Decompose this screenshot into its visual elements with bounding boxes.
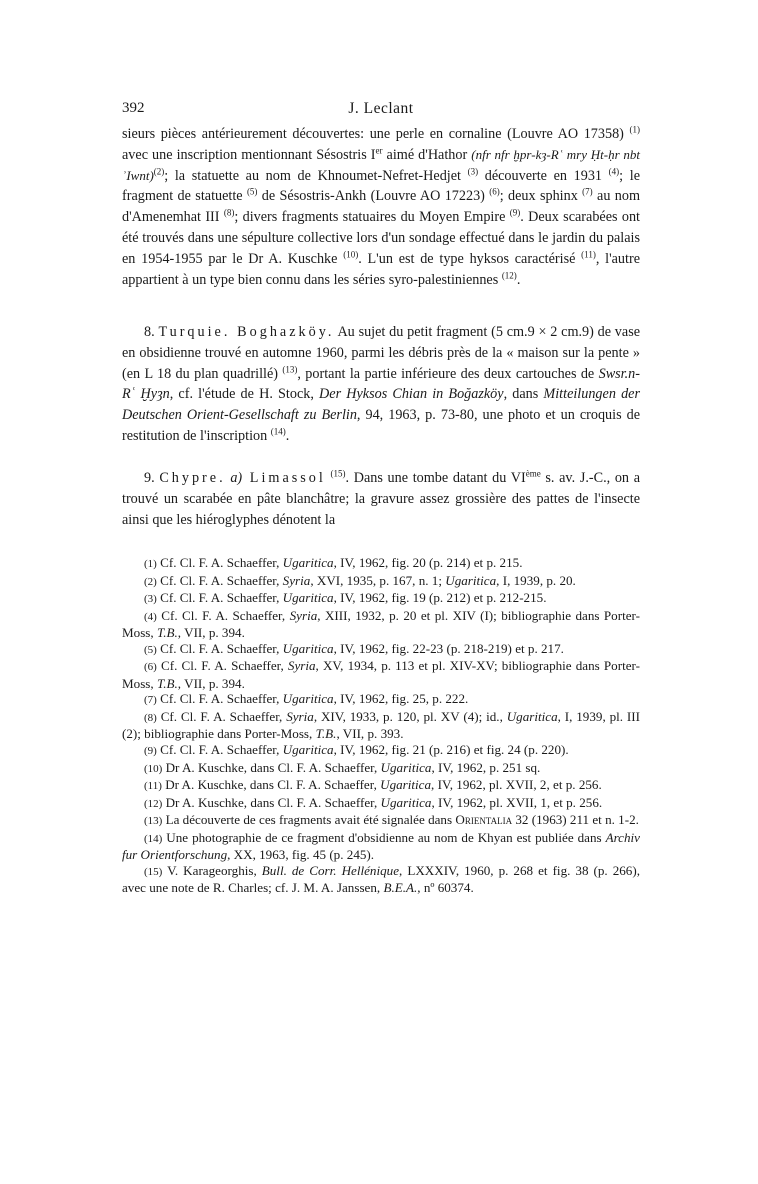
superscript: er bbox=[375, 145, 383, 156]
footnote-number: (15) bbox=[144, 865, 163, 878]
citation-title: Ugaritica bbox=[380, 759, 432, 775]
page-header bbox=[122, 100, 640, 124]
footnote-text: , VII, p. 394. bbox=[177, 675, 245, 691]
citation-title: Ugaritica bbox=[380, 777, 432, 793]
footnote bbox=[122, 830, 640, 863]
footnote-ref: (12) bbox=[501, 269, 517, 280]
text-run: , portant la partie inférieure des deux cartouches de bbox=[297, 365, 599, 382]
footnote bbox=[122, 863, 640, 896]
footnote-ref: (1) bbox=[629, 124, 640, 135]
footnote-text: , IV, 1962, fig. 25, p. 222. bbox=[333, 691, 469, 707]
footnote-number: (4) bbox=[144, 610, 157, 623]
text-run: , cf. l'étude de H. Stock, bbox=[169, 386, 320, 403]
text-run: . bbox=[516, 271, 521, 288]
running-head: J. Leclant bbox=[348, 100, 414, 117]
citation-title: Syria bbox=[282, 572, 311, 588]
footnote-number: (1) bbox=[144, 558, 157, 570]
footnote bbox=[122, 555, 640, 573]
citation-title: Ugaritica bbox=[282, 691, 334, 707]
section-heading: Chypre. bbox=[159, 470, 226, 486]
footnote-text: Cf. Cl. F. A. Schaeffer, bbox=[156, 742, 283, 758]
superscript: ème bbox=[525, 468, 541, 479]
footnote-number: (2) bbox=[144, 575, 157, 588]
footnote-text: , IV, 1962, fig. 22-23 (p. 218-219) et p. 217. bbox=[333, 640, 564, 656]
text-run: , l'autre appartient à un type bien connu dans les séries syro-palestiniennes bbox=[122, 250, 640, 288]
citation-title: Archiv fur Orientforschung bbox=[122, 829, 640, 863]
text-run: sieurs pièces antérieurement découvertes: une perle en cornaline (Louvre AO 17358) bbox=[122, 126, 630, 142]
text-run: ; le fragment de statuette bbox=[122, 167, 640, 205]
citation-title: Ugaritica bbox=[380, 794, 432, 810]
footnote-number: (12) bbox=[144, 797, 163, 810]
footnote-number: (3) bbox=[144, 593, 157, 606]
citation-title: Ugaritica bbox=[282, 590, 334, 606]
footnote-text: Cf. Cl. F. A. Schaeffer, bbox=[156, 640, 283, 656]
text-run: . Dans une tombe datant du VI bbox=[345, 470, 526, 486]
text-run: découverte en 1931 bbox=[478, 167, 609, 184]
citation-title: Der Hyksos Chian in Boğazköy bbox=[319, 386, 504, 403]
footnote-text: , IV, 1962, fig. 21 (p. 216) et fig. 24 (p. 220). bbox=[333, 742, 569, 758]
footnote-text: Cf. Cl. F. A. Schaeffer, bbox=[156, 658, 288, 674]
footnote-number: (9) bbox=[144, 745, 157, 758]
text-run: aimé d'Hathor bbox=[382, 146, 472, 163]
footnote-text: Cf. Cl. F. A. Schaeffer, bbox=[156, 555, 283, 570]
footnotes bbox=[122, 555, 640, 896]
footnote-text: Cf. Cl. F. A. Schaeffer, bbox=[156, 708, 287, 724]
citation-title: Mitteilungen der Deutschen Orient-Gesellschaft zu Berlin bbox=[122, 386, 640, 424]
footnote-text: Une photographie de ce fragment d'obsidienne au nom de Khyan est publiée dans bbox=[162, 829, 606, 845]
text-run: . Deux scarabées ont été trouvés dans une sépulture collective lors d'un sondage effectué dans le jardin du palais en 1954-1955 par le Dr A. Kuschke bbox=[122, 209, 640, 267]
text-run: ; deux sphinx bbox=[499, 188, 583, 205]
citation-title: Syria bbox=[289, 607, 318, 623]
citation-title: Syria bbox=[286, 708, 314, 724]
footnote-text: Cf. Cl. F. A. Schaeffer, bbox=[156, 607, 290, 623]
footnote-ref: (6) bbox=[489, 186, 500, 197]
footnote-ref: (9) bbox=[509, 207, 521, 218]
citation-title: Bull. de Corr. Hellénique bbox=[261, 862, 400, 878]
footnote-ref: (3) bbox=[467, 165, 479, 176]
text-run: , 94, 1963, p. 73-80, une photo et un croquis de restitution de l'inscription bbox=[122, 407, 641, 444]
footnote-text: , nº 60374. bbox=[417, 880, 474, 896]
footnote-ref: (7) bbox=[582, 186, 593, 197]
text-run: ; la statuette au nom de Khnoumet-Nefret-Hedjet bbox=[164, 167, 468, 184]
footnote-ref: (14) bbox=[270, 426, 286, 437]
footnote-ref: (4) bbox=[608, 165, 620, 176]
footnote-number: (13) bbox=[144, 815, 163, 828]
footnote-text: , VII, p. 394. bbox=[177, 625, 245, 641]
footnote-text: Dr A. Kuschke, dans Cl. F. A. Schaeffer, bbox=[162, 759, 381, 775]
citation-title: B.E.A. bbox=[383, 880, 418, 896]
footnote-text: V. Karageorghis, bbox=[162, 862, 262, 878]
footnote-ref: (2) bbox=[153, 165, 165, 176]
footnote-text: La découverte de ces fragments avait été signalée dans bbox=[162, 812, 456, 828]
journal-name: Orientalia bbox=[455, 812, 513, 828]
footnote bbox=[122, 641, 640, 659]
footnote-text: , XX, 1963, fig. 45 (p. 245). bbox=[227, 847, 375, 863]
citation-title: T.B. bbox=[156, 675, 178, 691]
footnote-text: Dr A. Kuschke, dans Cl. F. A. Schaeffer, bbox=[162, 794, 381, 810]
text-run: , dans bbox=[503, 386, 544, 403]
footnote-number: (14) bbox=[144, 832, 163, 845]
footnote bbox=[122, 709, 640, 742]
paragraph-continuation bbox=[122, 124, 640, 290]
footnote-text: , I, 1939, p. 20. bbox=[496, 572, 576, 588]
citation-title: T.B. bbox=[315, 726, 337, 742]
text-run: avec une inscription mentionnant Sésostris I bbox=[122, 146, 376, 163]
footnote-number: (8) bbox=[144, 711, 157, 724]
footnote-ref: (15) bbox=[330, 468, 346, 479]
section-chypre bbox=[122, 468, 640, 530]
citation-title: Ugaritica bbox=[445, 572, 497, 588]
section-heading: Turquie. Boghazköy. bbox=[158, 324, 335, 340]
footnote-text: , XVI, 1935, p. 167, n. 1; bbox=[310, 572, 446, 588]
paragraph-1 bbox=[122, 124, 640, 290]
footnote bbox=[122, 760, 640, 778]
citation-title: Ugaritica bbox=[282, 742, 334, 758]
footnote-ref: (13) bbox=[282, 363, 298, 374]
citation-title: Syria bbox=[287, 658, 316, 674]
paragraph-2 bbox=[122, 322, 640, 447]
footnote-text: , XIV, 1933, p. 120, pl. XV (4); id., bbox=[313, 708, 507, 724]
transliteration: Swsr.n-Rʿ Ḫyȝn bbox=[122, 365, 640, 403]
footnote-text: Cf. Cl. F. A. Schaeffer, bbox=[156, 691, 283, 707]
footnote-text: , IV, 1962, fig. 19 (p. 212) et p. 212-215. bbox=[333, 590, 547, 606]
text-run: au nom d'Amenemhat III bbox=[122, 188, 640, 226]
footnote bbox=[122, 573, 640, 591]
citation-title: Ugaritica bbox=[282, 640, 334, 656]
section-number: 8. bbox=[144, 324, 159, 340]
footnote bbox=[122, 691, 640, 709]
footnote bbox=[122, 608, 640, 641]
footnote-number: (5) bbox=[144, 643, 157, 656]
footnote-text: , XV, 1934, p. 113 et pl. XIV-XV; bibliographie dans Porter-Moss, bbox=[122, 658, 640, 691]
footnote-text: , IV, 1962, p. 251 sq. bbox=[431, 759, 541, 775]
footnote-ref: (10) bbox=[343, 249, 359, 260]
section-turquie bbox=[122, 322, 640, 447]
footnote-text: , VII, p. 393. bbox=[336, 726, 404, 742]
footnote bbox=[122, 742, 640, 760]
text-run: s. av. J.-C., on a trouvé un scarabée en pâte blanchâtre; la gravure assez grossière des pattes de l'insecte ainsi que les hiéroglyphes dénotent la bbox=[122, 470, 640, 528]
footnote-text: , IV, 1962, pl. XVII, 2, et p. 256. bbox=[431, 777, 602, 793]
footnote-ref: (11) bbox=[581, 249, 596, 260]
footnote-ref: (8) bbox=[223, 207, 235, 218]
footnote-number: (6) bbox=[144, 661, 157, 674]
footnote-text: 32 (1963) 211 et n. 1-2. bbox=[512, 812, 639, 828]
footnote-text: , IV, 1962, fig. 20 (p. 214) et p. 215. bbox=[333, 555, 523, 570]
footnote-text: , I, 1939, pl. III (2); bibliographie dans Porter-Moss, bbox=[122, 708, 640, 742]
transliteration: (nfr nfr ḫpr-kȝ-Rʿ mry Ḥt-ḥr nbt ʾIwnt) bbox=[122, 146, 640, 183]
section-number: 9. bbox=[144, 470, 160, 486]
text-run: . bbox=[285, 427, 290, 444]
paragraph-3 bbox=[122, 468, 640, 530]
citation-title: T.B. bbox=[156, 625, 178, 641]
footnote bbox=[122, 795, 640, 813]
text-run: de Sésostris-Ankh (Louvre AO 17223) bbox=[257, 188, 490, 205]
footnote-text: , XIII, 1932, p. 20 et pl. XIV (I); bibliographie dans Porter-Moss, bbox=[122, 607, 641, 641]
footnote-number: (11) bbox=[144, 780, 162, 793]
footnote-text: Cf. Cl. F. A. Schaeffer, bbox=[156, 590, 283, 606]
footnote bbox=[122, 658, 640, 691]
footnote-text: Dr A. Kuschke, dans Cl. F. A. Schaeffer, bbox=[161, 777, 381, 793]
text-run: Au sujet du petit fragment (5 cm.9 × 2 cm.9) de vase en obsidienne trouvé en automne 1960, parmi les débris près de la « maison sur la pente » (en L 18 du plan quadrillé) bbox=[122, 324, 641, 382]
footnote-text: Cf. Cl. F. A. Schaeffer, bbox=[156, 572, 283, 588]
citation-title: Ugaritica bbox=[282, 555, 334, 570]
footnote-ref: (5) bbox=[246, 186, 258, 197]
citation-title: Ugaritica bbox=[506, 708, 558, 724]
text-run: ; divers fragments statuaires du Moyen Empire bbox=[234, 209, 510, 226]
page-number: 392 bbox=[122, 100, 145, 116]
footnote bbox=[122, 812, 640, 830]
footnote-number: (7) bbox=[144, 694, 157, 707]
footnote bbox=[122, 777, 640, 795]
subsection-letter: a) bbox=[230, 470, 243, 486]
footnote bbox=[122, 590, 640, 608]
footnote-text: , IV, 1962, pl. XVII, 1, et p. 256. bbox=[431, 794, 603, 810]
footnote-text: , LXXXIV, 1960, p. 268 et fig. 38 (p. 266), avec une note de R. Charles; cf. J. M. A. Janssen, bbox=[122, 862, 640, 896]
footnote-number: (10) bbox=[144, 762, 163, 775]
subsection-heading: Limassol bbox=[242, 470, 326, 486]
text-run: . L'un est de type hyksos caractérisé bbox=[358, 250, 582, 267]
